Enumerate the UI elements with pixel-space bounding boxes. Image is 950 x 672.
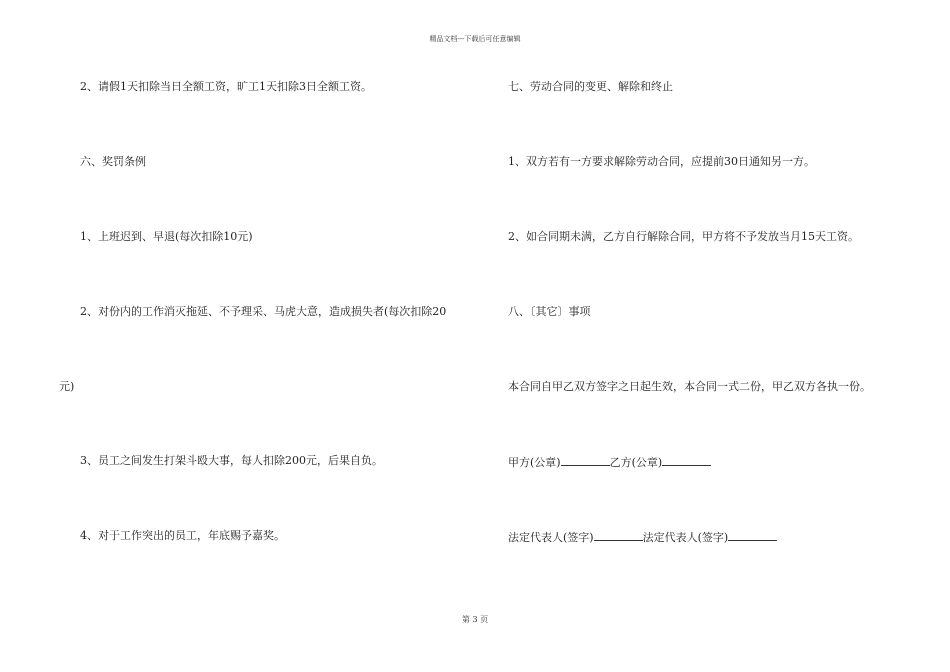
party-a-rep-blank [594,529,643,541]
section-6-title: 六、奖罚条例 [80,155,146,168]
section-8-title: 八、〔其它〕事项 [508,305,591,318]
reward-item-4: 4、对于工作突出的员工，年底赐予嘉奖。 [80,529,285,542]
page-number: 第 3 页 [461,615,489,624]
contract-clause-2: 2、如合同期未满，乙方自行解除合同，甲方将不予发放当月15天工资。 [508,230,859,243]
seal-signature-row [508,454,711,470]
penalty-item-3: 3、员工之间发生打架斗殴大事，每人扣除200元，后果自负。 [80,454,383,467]
effective-clause: 本合同自甲乙双方签字之日起生效，本合同一式二份，甲乙双方各执一份。 [508,380,871,393]
party-b-seal-blank [662,454,711,466]
page-header: 精品文档---下载后可任意编辑 [429,35,521,43]
party-b-seal-label: 乙方(公章) [609,456,663,469]
party-b-rep-label: 法定代表人(签字) [642,531,729,544]
party-a-seal-blank [561,454,610,466]
penalty-item-2-line1: 2、对份内的工作消灭拖延、不予理采、马虎大意，造成损失者(每次扣除20 [80,305,447,318]
contract-clause-1: 1、双方若有一方要求解除劳动合同，应提前30日通知另一方。 [508,155,815,168]
penalty-item-2-line2: 元) [59,380,75,393]
section-7-title: 七、劳动合同的变更、解除和终止 [508,80,673,93]
penalty-item-1: 1、上班迟到、早退(每次扣除10元) [80,230,253,243]
leave-deduction-rule: 2、请假1天扣除当日全额工资，旷工1天扣除3日全额工资。 [80,80,372,93]
representative-signature-row [508,529,777,545]
party-a-rep-label: 法定代表人(签字) [508,531,594,544]
party-a-seal-label: 甲方(公章) [508,456,561,469]
party-b-rep-blank [728,529,777,541]
